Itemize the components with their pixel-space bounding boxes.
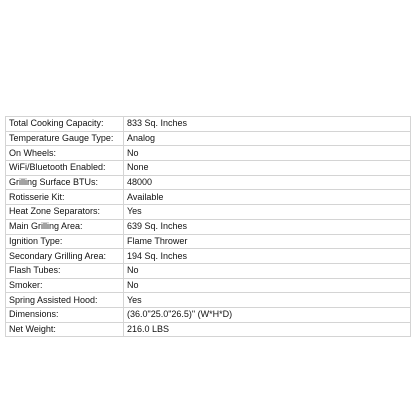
spec-value: No <box>124 278 411 293</box>
spec-label: Heat Zone Separators: <box>6 205 124 220</box>
table-row <box>6 278 411 293</box>
spec-label: Grilling Surface BTUs: <box>6 175 124 190</box>
table-row <box>6 175 411 190</box>
spec-value: (36.0"25.0"26.5)" (W*H*D) <box>124 307 411 322</box>
spec-value: 639 Sq. Inches <box>124 219 411 234</box>
table-row <box>6 161 411 176</box>
spec-value: Available <box>124 190 411 205</box>
table-row <box>6 205 411 220</box>
spec-value: Flame Thrower <box>124 234 411 249</box>
table-row <box>6 117 411 132</box>
spec-label: Temperature Gauge Type: <box>6 131 124 146</box>
spec-value: No <box>124 146 411 161</box>
table-row <box>6 307 411 322</box>
spec-value: Yes <box>124 205 411 220</box>
spec-value: No <box>124 263 411 278</box>
spec-label: Total Cooking Capacity: <box>6 117 124 132</box>
spec-value: 833 Sq. Inches <box>124 117 411 132</box>
spec-label: On Wheels: <box>6 146 124 161</box>
spec-value: Analog <box>124 131 411 146</box>
table-row <box>6 322 411 337</box>
spec-value: Yes <box>124 293 411 308</box>
spec-label: Ignition Type: <box>6 234 124 249</box>
specifications-table <box>5 116 411 337</box>
table-row <box>6 234 411 249</box>
table-row <box>6 190 411 205</box>
table-row <box>6 293 411 308</box>
spec-label: Spring Assisted Hood: <box>6 293 124 308</box>
spec-label: Dimensions: <box>6 307 124 322</box>
spec-label: Rotisserie Kit: <box>6 190 124 205</box>
spec-value: 48000 <box>124 175 411 190</box>
spec-label: Flash Tubes: <box>6 263 124 278</box>
spec-label: Main Grilling Area: <box>6 219 124 234</box>
table-row <box>6 263 411 278</box>
spec-value: None <box>124 161 411 176</box>
table-row <box>6 131 411 146</box>
spec-label: WiFi/Bluetooth Enabled: <box>6 161 124 176</box>
spec-label: Smoker: <box>6 278 124 293</box>
spec-value: 194 Sq. Inches <box>124 249 411 264</box>
spec-value: 216.0 LBS <box>124 322 411 337</box>
table-row <box>6 219 411 234</box>
spec-label: Secondary Grilling Area: <box>6 249 124 264</box>
table-row <box>6 146 411 161</box>
spec-label: Net Weight: <box>6 322 124 337</box>
table-row <box>6 249 411 264</box>
